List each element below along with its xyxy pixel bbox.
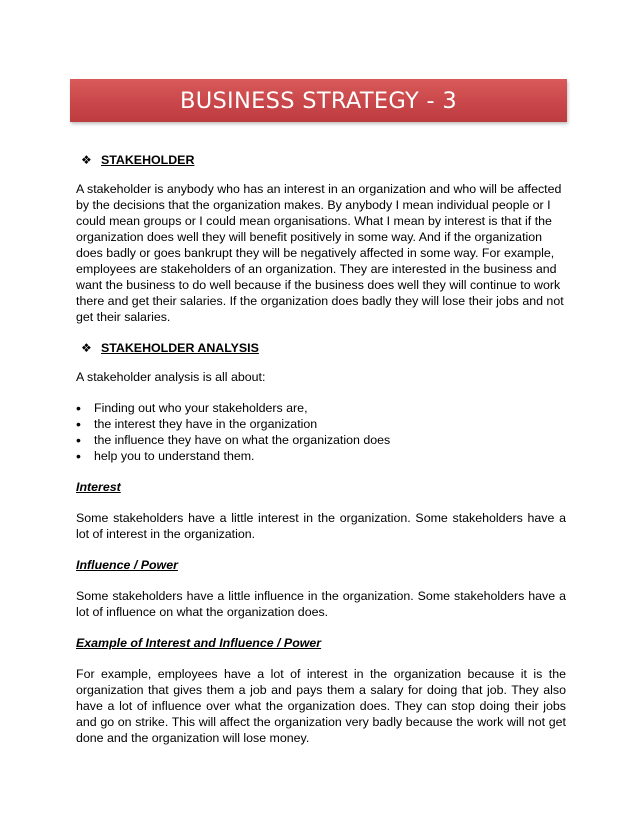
- influence-paragraph: Some stakeholders have a little influence in the organization. Some stakeholders have a lot of influence on what the organization does.: [76, 589, 566, 619]
- list-item: [76, 448, 566, 464]
- analysis-bullet-list: [76, 400, 566, 464]
- diamond-bullet-icon: ❖: [81, 153, 92, 167]
- list-item-text: the interest they have in the organization: [94, 417, 318, 431]
- subheading-example: Example of Interest and Influence / Power: [76, 636, 322, 650]
- section-heading-text: STAKEHOLDER ANALYSIS: [101, 341, 259, 355]
- round-bullet-icon: •: [76, 432, 81, 448]
- document-body: [76, 152, 566, 761]
- round-bullet-icon: •: [76, 448, 81, 464]
- section-heading-stakeholder-analysis: [76, 340, 566, 356]
- list-item: [76, 400, 566, 416]
- list-item: [76, 416, 566, 432]
- analysis-intro: A stakeholder analysis is all about:: [76, 370, 266, 384]
- list-item-text: the influence they have on what the organization does: [94, 433, 391, 447]
- list-item-text: help you to understand them.: [94, 449, 255, 463]
- page-title: BUSINESS STRATEGY - 3: [179, 87, 458, 114]
- stakeholder-paragraph: A stakeholder is anybody who has an interest in an organization and who will be affected by the decisions that the organization makes. By anybody I mean individual people or I could mean groups or I could mean organisations. What I mean by interest is that if the organization does well they will benefit positively in some way. And if the organization does badly or goes bankrupt they will be negatively affected in some way. For example, employees are stakeholders of an organization. They are interested in the business and want the business to do well because if the business does well they will continue to work there and get their salaries. If the organization does badly they will lose their jobs and not get their salaries.: [76, 182, 564, 324]
- section-heading-text: STAKEHOLDER: [101, 153, 195, 167]
- round-bullet-icon: •: [76, 400, 81, 416]
- round-bullet-icon: •: [76, 416, 81, 432]
- list-item-text: Finding out who your stakeholders are,: [94, 401, 308, 415]
- subheading-interest: Interest: [76, 480, 121, 494]
- list-item: [76, 432, 566, 448]
- example-paragraph: For example, employees have a lot of interest in the organization because it is the organization that gives them a job and pays them a salary for doing that job. They also have a lot of influence over what the organization does. They can stop doing their jobs and go on strike. This will affect the organization very badly because the work will not get done and the organization will lose money.: [76, 667, 566, 745]
- diamond-bullet-icon: ❖: [81, 341, 92, 355]
- section-heading-stakeholder: [76, 152, 566, 168]
- interest-paragraph: Some stakeholders have a little interest in the organization. Some stakeholders have a lot of interest in the organization.: [76, 511, 566, 541]
- subheading-influence-power: Influence / Power: [76, 558, 178, 572]
- title-banner: [70, 79, 567, 122]
